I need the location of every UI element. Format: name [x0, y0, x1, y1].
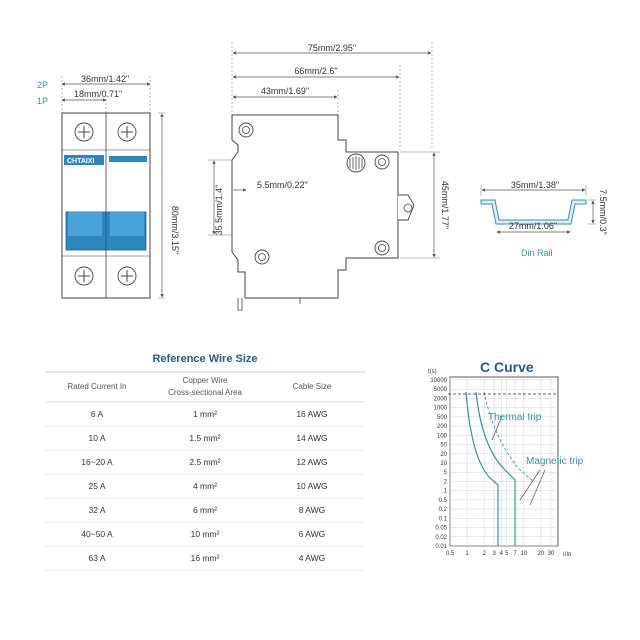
- cell-cable: 12 AWG: [296, 457, 328, 467]
- y-tick-label: 20: [440, 451, 447, 458]
- dim-rail-top: 35mm/1.38": [510, 180, 560, 190]
- dim-43: 43mm/1.69": [260, 86, 310, 96]
- front-view: [37, 74, 180, 298]
- x-tick-label: 0.5: [445, 551, 455, 557]
- cell-current: 16~20 A: [81, 457, 113, 467]
- header-cable: Cable Size: [292, 382, 332, 391]
- thermal-label: Thermal trip: [488, 412, 542, 423]
- dim-rail-bottom: 27mm/1.06": [508, 221, 558, 231]
- header-area-1: Copper Wire: [182, 376, 228, 385]
- cell-area: 6 mm²: [192, 505, 218, 515]
- label-2p: 2P: [37, 80, 49, 90]
- cell-cable: 16 AWG: [296, 409, 328, 419]
- dim-2p-width: 36mm/1.42": [81, 74, 130, 84]
- y-tick-label: 0.2: [438, 507, 447, 514]
- y-tick-label: 1: [443, 488, 447, 495]
- cell-cable: 4 AWG: [298, 553, 326, 563]
- y-tick-label: 0.1: [438, 516, 447, 523]
- cell-area: 2.5 mm²: [189, 457, 221, 467]
- cell-current: 40~50 A: [81, 529, 113, 539]
- cell-area: 1.5 mm²: [189, 433, 221, 443]
- cell-current: 10 A: [88, 433, 106, 443]
- cell-current: 32 A: [88, 505, 106, 515]
- wire-size-table: [45, 353, 365, 570]
- cell-cable: 8 AWG: [298, 505, 326, 515]
- x-tick-label: 7: [513, 551, 517, 557]
- y-tick-label: 5000: [433, 387, 447, 394]
- cell-current: 63 A: [88, 553, 106, 563]
- dim-45: 45mm/1.77": [440, 180, 450, 230]
- brand-name: CHTAIXI: [67, 158, 95, 165]
- cell-cable: 6 AWG: [298, 529, 326, 539]
- cell-cable: 10 AWG: [296, 481, 328, 491]
- dim-35-5: 35.5mm/1.4": [214, 184, 224, 236]
- c-curve-chart: [428, 359, 584, 558]
- cell-current: 25 A: [88, 481, 106, 491]
- x-tick-label: 4: [499, 551, 503, 557]
- y-tick-label: 500: [436, 414, 447, 421]
- x-tick-label: 1: [465, 551, 469, 557]
- y-tick-label: 50: [440, 442, 447, 449]
- x-tick-label: 30: [547, 551, 555, 557]
- label-1p: 1P: [37, 96, 49, 106]
- dim-1p-width: 18mm/0.71": [74, 89, 123, 99]
- y-unit: t(s): [428, 369, 437, 375]
- dim-75: 75mm/2.95": [307, 43, 357, 53]
- cell-area: 4 mm²: [192, 481, 218, 491]
- cell-area: 1 mm²: [192, 409, 218, 419]
- header-current: Rated Current In: [67, 382, 127, 391]
- side-view: [208, 42, 450, 310]
- curve-title: C Curve: [480, 359, 534, 375]
- dim-66: 66mm/2.6": [294, 66, 338, 76]
- label-strip: [109, 156, 147, 162]
- cell-current: 6 A: [90, 409, 104, 419]
- y-tick-label: 5: [443, 470, 447, 477]
- x-tick-label: 20: [537, 551, 545, 557]
- terminal-icon: [375, 155, 389, 169]
- x-tick-label: 3: [492, 551, 496, 557]
- y-tick-label: 0.01: [435, 544, 447, 550]
- y-tick-label: 2000: [433, 396, 447, 403]
- dim-rail-depth: 7.5mm/0.3": [598, 189, 608, 235]
- y-tick-label: 0.5: [438, 497, 447, 504]
- din-rail-label: Din Rail: [521, 248, 553, 258]
- magnetic-label: Magnetic trip: [526, 456, 584, 467]
- cell-area: 10 mm²: [190, 529, 220, 539]
- y-tick-label: 0.05: [435, 525, 447, 532]
- terminal-icon: [255, 250, 269, 264]
- y-tick-label: 1000: [433, 405, 447, 412]
- header-area-2: Cross-sectional Area: [168, 388, 242, 397]
- dim-5-5: 5.5mm/0.22": [257, 180, 308, 190]
- terminal-icon: [375, 241, 389, 255]
- din-rail-diagram: [481, 180, 608, 258]
- y-tick-label: 10: [440, 461, 447, 467]
- y-tick-label: 10000: [430, 378, 447, 384]
- y-tick-label: 0.02: [435, 534, 447, 541]
- y-tick-label: 200: [436, 424, 447, 431]
- x-tick-label: 2: [482, 551, 486, 557]
- y-tick-label: 2: [443, 479, 447, 486]
- table-title: Reference Wire Size: [152, 353, 258, 365]
- x-unit: I/In: [563, 552, 572, 558]
- side-body: [232, 115, 398, 298]
- dim-height: 80mm/3.15": [170, 205, 180, 255]
- x-tick-label: 10: [520, 551, 528, 557]
- cell-cable: 14 AWG: [296, 433, 328, 443]
- x-tick-label: 5: [505, 551, 509, 557]
- cell-area: 16 mm²: [190, 553, 220, 563]
- y-tick-label: 100: [436, 433, 447, 440]
- terminal-icon: [239, 123, 253, 137]
